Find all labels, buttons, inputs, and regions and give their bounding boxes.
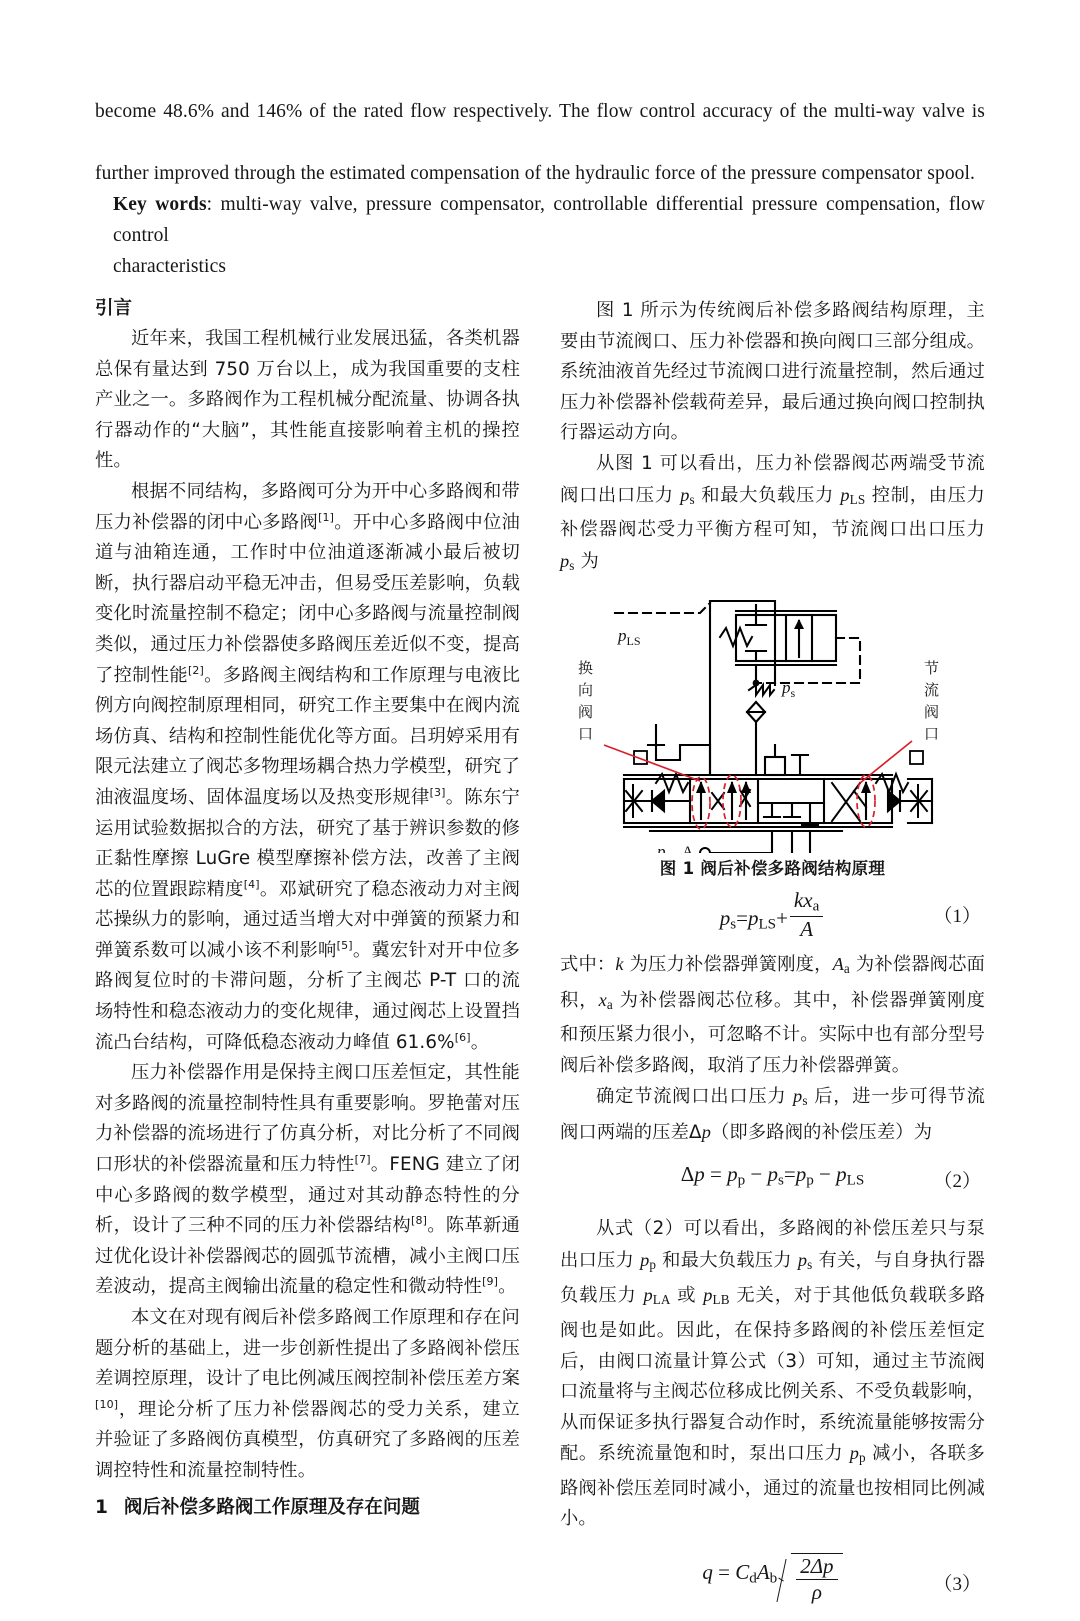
eq2-delta: Δ [680,1162,695,1187]
ls-line-top [710,601,775,685]
rp4-b: 后，进一步可得节流阀口两端的压差Δ [560,1086,986,1143]
figure-1-canvas [560,585,985,853]
eq1-plus: + [776,906,788,931]
keywords-value: : multi-way valve, pressure compensator, controllable differential pressure compensation, flow control [113,194,985,246]
symbol-ps-2: $p_s$ [560,550,575,573]
spool-right-x-small [854,791,866,807]
annotation-left-c2: 向 [578,681,594,700]
symbol-k: k [615,954,624,975]
annotation-right-c2: 流 [924,681,940,700]
annotation-right-group [924,659,939,743]
eq2-term4: $p_{LS}$ [836,1162,865,1189]
eq1-equals: = [736,906,748,931]
equation-1-body [560,889,985,941]
drain-bracket-left [656,725,680,760]
spool-tee-3 [802,803,818,825]
right-paragraph-2 [560,449,985,581]
compensator-flow-arrowhead [794,619,804,629]
ref-6: [6] [454,1030,471,1044]
lp3-a: 压力补偿器作用是保持主阀口压差恒定，其性能对多路阀的流量控制特性具有重要影响。罗艳蕾对压力补偿器的流场进行了仿真分析，对比分析了不同阀口形状的补偿器流量和压力特性 [95,1062,520,1176]
lp2-a: 根据不同结构，多路阀可分为开中心多路阀和带压力补偿器的闭中心多路阀 [95,480,520,533]
symbol-plb: $p_{LB}$ [703,1285,730,1308]
left-paragraph-3 [95,1058,520,1303]
left-paragraph-4 [95,1303,520,1487]
ref-4: [4] [243,877,260,891]
section-title: 阀后补偿多路阀工作原理及存在问题 [123,1496,420,1518]
keywords-line-2: characteristics [113,256,227,277]
spool-center-box [765,757,785,775]
symbol-pls: $p_{LS}$ [840,484,866,507]
spool-arrowhead-2 [727,781,737,793]
pls-pilot-line [615,603,710,613]
section-1-heading [95,1491,520,1525]
spool-right-x-big [832,783,860,821]
rp2-d: 为 [574,550,599,572]
rp3-a: 式中： [560,954,616,976]
introduction-heading: 引言 [95,298,133,319]
symbol-ps: $p_s$ [680,484,695,507]
port-a-line [708,831,772,853]
lp3-b: 。FENG 建立了闭中心多路阀的数学模型，通过对其动静态特性的分析，设计了三种不同的压力补偿器结构 [95,1154,520,1237]
check-spring [749,685,774,695]
rp3-c: 为补偿器阀芯面积， [560,954,985,1011]
eq2-minus-2: − [819,1162,831,1187]
equation-2 [560,1162,985,1206]
lp3-d: 。 [498,1276,517,1298]
equation-3 [560,1553,985,1613]
figure-1 [560,585,985,879]
right-paragraph-3 [560,949,985,1081]
lp4-a: 本文在对现有阀后补偿多路阀工作原理和存在问题分析的基础上，进一步创新性提出了多路阀补偿压差调控原理，设计了电比例减压阀控制补偿压差方案 [95,1307,520,1390]
rp4-c: （即多路阀的补偿压差）为 [710,1121,933,1143]
symbol-pp-2: $p_p$ [849,1443,866,1466]
lp2-f: 。冀宏针对开中位多路阀复位时的卡滞问题，分析了主阀芯 P-T 口的流场特性和稳态液动力的变化规律，通过阀芯上设置挡流凸台结构，可降低稳态液动力峰值 61.6% [95,939,521,1053]
section-number: 1 [95,1496,108,1518]
equation-2-number: （2） [933,1171,981,1193]
eq3-sqrt [777,1553,842,1604]
eq2-minus-1: − [750,1162,763,1187]
symbol-xa: $x_a$ [598,989,613,1012]
equation-2-body [560,1162,985,1189]
spool-arrowhead-3 [741,781,751,793]
rp5-d: 或 [670,1285,704,1307]
symbol-delta-p: p [701,1121,711,1142]
eq2-equals-2: = [783,1162,796,1187]
spool-x-1 [712,793,724,809]
eq3-equals: = [718,1559,731,1584]
symbol-Aa: $A_a$ [832,954,850,977]
equation-3-body [560,1553,985,1604]
lp3-c: 。陈革新通过优化设计补偿器阀芯的圆弧节流槽，减小主阀口压差波动，提高主阀输出流量的稳定性和微动特性 [95,1215,520,1298]
right-paragraph-1: 图 1 所示为传统阀后补偿多路阀结构原理，主要由节流阀口、压力补偿器和换向阀口三部分组成。系统油液首先经过节流阀口进行流量控制，然后通过压力补偿器补偿载荷差异，最后通过换向阀口控制执行器运动方向。 [560,300,985,444]
label-port-a: A [682,844,694,854]
abstract-line-2: further improved through the estimated compensation of the hydraulic force of the pressure compensator spool. [95,163,976,184]
symbol-pla: $p_{LA}$ [643,1285,671,1308]
lp2-d: 。陈东宁运用试验数据拟合的方法，研究了基于辨识参数的修正黏性摩擦 LuGre 模型摩擦补偿方法，改善了主阀芯的位置跟踪精度 [95,786,520,900]
annotation-right-c4: 口 [924,725,940,744]
port-b-line [708,831,792,853]
actuator-box-right [910,751,923,764]
equation-1-number: （1） [933,906,981,928]
right-column [560,296,985,1621]
compensator-port-lower [746,651,766,661]
eq2-term1: $p_p$ [727,1162,746,1189]
left-paragraph-2 [95,477,520,1058]
rp5-a: 从式（2）可以看出，多路阀的补偿压差只与泵出口压力 [560,1218,985,1271]
ref-3: [3] [429,785,446,799]
rp3-b: 为压力补偿器弹簧刚度， [623,954,833,976]
eq1-numerator: $kx_a$ [790,889,823,917]
right-paragraph-5 [560,1214,985,1535]
hydraulic-schematic-svg [560,585,985,853]
eq1-denominator: A [800,917,814,942]
eq3-denominator: ρ [811,1580,822,1605]
eq2-term2: $p_s$ [767,1162,784,1189]
abstract-block [95,96,985,282]
eq1-fraction [790,889,823,941]
ls-down-to-spool [680,745,710,775]
rp2-c: 控制，由压力补偿器阀芯受力平衡方程可知，节流阀口出口压力 [560,484,985,541]
leader-line-right [860,741,912,783]
port-a-circle [700,848,710,853]
left-column [95,296,520,1621]
ref-1: [1] [318,510,335,524]
lp2-e: 。邓斌研究了稳态液动力对主阀芯操纵力的影响，通过适当增大对中弹簧的预紧力和弹簧系数可以减小该不利影响 [95,878,521,961]
eq1-rhs: $p_{LS}$ [747,906,777,933]
abstract-line-1: become 48.6% and 146% of the rated flow respectively. The flow control accuracy of the multi-way valve is [95,101,985,122]
ref-5: [5] [336,938,353,952]
compensator-port-upper [746,615,766,625]
rp5-e: 无关，对于其他低负载联多路阀也是如此。因此，在保持多路阀的补偿压差恒定后，由阀口流量计算公式（3）可知，通过主节流阀口流量将与主阀芯位移成比例关系、不受负载影响，从而保证多执行器复合动作时，系统流量能够按需分配。系统流量饱和时，泵出口压力 [560,1285,985,1465]
annotation-left-c3: 阀 [578,703,594,722]
lp2-b: 。开中心多路阀中位油道与油箱连通，工作时中位油道逐渐减小最后被切断，执行器启动平稳无冲击，但易受压差影响，负载变化时流量控制不稳定；闭中心多路阀与流量控制阀类似，通过压力补偿器使多路阀压差近似不变，提高了控制性能 [95,511,520,686]
figure-1-caption: 图 1 阀后补偿多路阀结构原理 [659,859,886,879]
label-ps: $p_s$ [782,678,796,701]
annotation-right-c3: 阀 [924,703,940,722]
spool-arrowhead-1 [696,781,706,793]
spool-tee-1 [764,803,780,817]
rp5-b: 和最大负载压力 [656,1249,798,1271]
ref-10: [10] [95,1397,119,1411]
eq2-equals: = [709,1162,722,1187]
rp3-d: 为补偿器阀芯位移。其中，补偿器弹簧刚度和预压紧力很小，可忽略不计。实际中也有部分型号阀后补偿多路阀，取消了压力补偿器弹簧。 [560,989,985,1076]
ref-2: [2] [187,663,204,677]
eq2-p: p [694,1162,705,1187]
rp5-c: 有关，与自身执行器负载压力 [560,1249,985,1307]
label-pla: p [657,842,666,854]
equation-3-number: （3） [933,1573,981,1595]
ref-9: [9] [482,1275,499,1289]
symbol-ps-3: $p_s$ [793,1086,808,1109]
eq3-ab: $A_b$ [756,1559,778,1587]
annotation-right-c1: 节 [924,659,940,678]
equation-1 [560,889,985,941]
spool-spring-left [656,774,688,792]
symbol-pp: $p_p$ [640,1249,657,1272]
keywords-line [113,189,985,251]
eq1-lhs: $p_s$ [719,906,737,933]
ref-7: [7] [354,1152,371,1166]
keywords-label: Key words [113,194,207,215]
lp2-g: 。 [470,1031,490,1053]
eq3-radicand [791,1553,842,1604]
label-pls: $p_{LS}$ [618,626,641,649]
two-column-body [95,296,985,1621]
spool-arrowhead-4 [861,781,871,793]
rp4-a: 确定节流阀口出口压力 [596,1086,794,1108]
rp5-f: 减小，各联多路阀补偿压差同时减小，通过的流量也按相同比例减小。 [560,1443,985,1530]
annotation-left-c4: 口 [578,725,594,744]
eq3-fraction [796,1555,837,1604]
eq3-numerator: 2Δp [796,1555,837,1580]
spool-center-stems [775,745,808,775]
spool-tee-2 [784,803,800,817]
symbol-ps-4: $p_s$ [797,1249,813,1272]
left-paragraph-1: 近年来，我国工程机械行业发展迅猛，各类机器总保有量达到 750 万台以上，成为我国重要的支柱产业之一。多路阀作为工程机械分配流量、协调各执行器动作的“大脑”，其性能直接影响着主机的操控性。 [95,328,520,472]
right-paragraph-4 [560,1081,985,1148]
lp4-b: ，理论分析了压力补偿器阀芯的受力关系，建立并验证了多路阀仿真模型，仿真研究了多路阀的压差调控特性和流量控制特性。 [95,1398,520,1481]
rp2-a: 从图 1 可以看出，压力补偿器阀芯两端受节流阀口出口压力 [560,452,985,506]
lp2-c: 。多路阀主阀结构和工作原理与电液比例方向阀控制原理相同，研究工作主要集中在阀内流场仿真、结构和控制性能优化等方面。吕玥婷采用有限元法建立了阀芯多物理场耦合热力学模型，研究了油液温度场、固体温度场以及热变形规律 [95,664,520,808]
rp2-b: 和最大负载压力 [694,484,841,506]
ref-8: [8] [411,1214,428,1228]
annotation-left-group [578,659,593,743]
eq2-term3: $p_p$ [795,1162,814,1189]
eq3-q: q [702,1559,713,1584]
eq3-cd: $C_d$ [735,1559,757,1587]
annotation-left-c1: 换 [578,659,594,678]
